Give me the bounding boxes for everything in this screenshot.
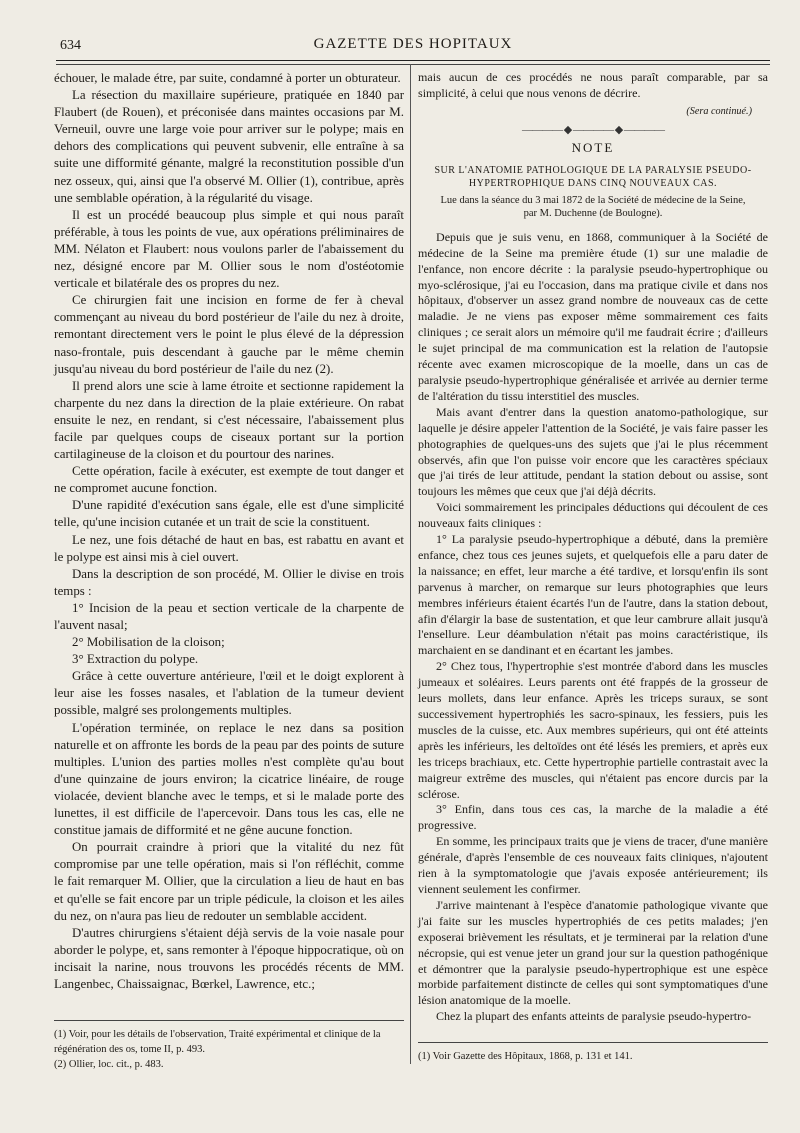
paragraph: mais aucun de ces procédés ne nous paraît comparable, par sa simplicité, à celui que nous venons de décrire.: [418, 70, 768, 100]
paragraph: L'opération terminée, on replace le nez dans sa position naturelle et on affronte les bords de la peau par des points de suture multiples. L'union des parties molles n'est complète qu'au bout d'une quinzaine de jours environ; la cicatrice linéaire, de rouge violacée, devient blanche avec le temps, et si le malade porte des lunettes, il est difficile de l'apercevoir. Dans tous les cas, elle ne constitue jamais de difformité et ne gêne aucune fonction.: [54, 720, 404, 838]
page-header: [60, 36, 766, 58]
footnote: (1) Voir, pour les détails de l'observation, Traité expérimental et clinique de la régénération des os, tome II, p. 493.: [54, 1029, 381, 1055]
running-title: GAZETTE DES HOPITAUX: [313, 36, 513, 52]
paragraph: D'autres chirurgiens s'étaient déjà servis de la voie nasale pour aborder le polype, et, sans remonter à l'époque hippocratique, où on incisait la narine, nous trouvons les procédés récents de MM. Langenbec, Chaissaignac, Bœrkel, Lawrence, etc.;: [54, 925, 404, 991]
list-item: 2° Chez tous, l'hypertrophie s'est montrée d'abord dans les muscles jumeaux et soléaires. Leurs parents ont été frappés de la grosseur de leurs mollets, dans leur enfance. Après les triceps suraux, se sont successivement hypertrophiés les sacro-spinaux, les fessiers, puis les muscles de la cuisse, etc. Aux membres supérieurs, qui ont été atteints après les inférieurs, les deltoïdes ont été lésés les premiers, et après eux les triceps brachiaux, etc. Cette hypertrophie partielle contrastait avec la maigreur extrême des muscles, qui n'étaient pas encore durcis par la sclérose.: [418, 659, 768, 801]
footnote: (2) Ollier, loc. cit., p. 483.: [54, 1059, 164, 1070]
left-column: [54, 70, 404, 993]
header-rule: [56, 60, 770, 61]
ornament-divider: ———— ◆ ———— ◆ ————: [522, 123, 664, 136]
footnote-rule: [54, 1020, 404, 1021]
continued-note: (Sera continué.): [686, 105, 752, 117]
paragraph: Grâce à cette ouverture antérieure, l'œil et le doigt explorent à leur aise les fosses nasales, et l'ablation de la tumeur devient possible, malgré ses prolongements multiples.: [54, 669, 404, 718]
list-item: 3° Extraction du polype.: [72, 652, 199, 667]
paragraph: Ce chirurgien fait une incision en forme de fer à cheval commençant au niveau du bord postérieur de l'aile du nez à droite, remontant directement vers le point le plus élevé de la dépression naso-frontale, puis descendant à gauche par le même chemin jusqu'au niveau du bord postérieur de l'aile du nez (2).: [54, 293, 404, 376]
paragraph: Mais avant d'entrer dans la question anatomo-pathologique, sur laquelle je désire appeler l'attention de la Société, je vais faire passer les photographies de quelques-uns des sujets que j'ai le plus récemment observés, afin que l'on puisse voir encore que les caractères spéciaux que j'ai tirés de leur attitude, pendant la station debout ou assise, sont toujours les mêmes que ceux que j'ai déjà décrits.: [418, 404, 768, 499]
note-reading-info: Lue dans la séance du 3 mai 1872 de la Société de médecine de la Seine, par M. Duchenne (de Boulogne).: [440, 194, 746, 219]
list-item: 1° La paralysie pseudo-hypertrophique a débuté, dans la première enfance, chez tous ces jeunes sujets, et quelquefois elle a paru dater de la naissance; en effet, leur marche a été tardive, et lorsqu'enfin ils sont parvenus à marcher, on remarque sur leurs photographies que leurs membres inférieurs étaient écartés l'un de l'autre, dans la station debout, afin d'élargir la base de sustentation, et que leur cambrure allait jusqu'à l'ensellure. Leur déambulation n'était pas moins caractéristique, ils marchaient en se dandinant et en écartant les jambes.: [418, 532, 768, 658]
paragraph: J'arrive maintenant à l'espèce d'anatomie pathologique vivante que j'ai faite sur les muscles hypertrophiés de ces petits malades; j'en exposerai brièvement les résultats, et je terminerai par la relation d'une nécropsie, qui est venue jeter un grand jour sur la question pathogénique et démontrer que la paralysie pseudo-hypertrophique est une espèce morbide parfaitement distincte de celles qui sont symptomatiques d'une lésion anatomique de la moelle.: [418, 897, 768, 1008]
paragraph: En somme, les principaux traits que je viens de tracer, d'une manière générale, d'après l'ensemble de ces nouveaux faits cliniques, n'ajoutent rien à la symptomatologie que j'avais exposée antérieurement; ils viennent seulement les confirmer.: [418, 834, 768, 896]
header-rule-thin: [56, 64, 770, 65]
paragraph: Il est un procédé beaucoup plus simple et qui nous paraît préférable, à tous les points de vue, aux opérations préliminaires de MM. Nélaton et Flaubert: nous voulons parler de l'abaissement du nez, désigné encore par M. Ollier sous le nom d'ostéotomie verticale et bilatérale des os propres du nez.: [54, 207, 404, 291]
list-item: 2° Mobilisation de la cloison;: [72, 635, 225, 650]
footnote: (1) Voir Gazette des Hôpitaux, 1868, p. 131 et 141.: [418, 1051, 633, 1062]
paragraph: D'une rapidité d'exécution sans égale, elle est d'une simplicité telle, qu'une incision cutanée et un trait de scie la constituent.: [54, 498, 404, 530]
list-item: 1° Incision de la peau et section verticale de la charpente de l'auvent nasal;: [54, 600, 404, 632]
note-subtitle: SUR L'ANATOMIE PATHOLOGIQUE DE LA PARALYSIE PSEUDO-HYPERTROPHIQUE DANS CINQ NOUVEAUX CAS.: [434, 164, 752, 189]
footnote-rule: [418, 1042, 768, 1043]
paragraph: Dans la description de son procédé, M. Ollier le divise en trois temps :: [54, 566, 404, 598]
paragraph: Cette opération, facile à exécuter, est exempte de tout danger et ne compromet aucune fonction.: [54, 464, 404, 496]
paragraph: Voici sommairement les principales déductions qui découlent de ces nouveaux faits cliniques :: [418, 500, 768, 531]
paragraph: On pourrait craindre à priori que la vitalité du nez fût compromise par une telle opération, mais si l'on réfléchit, comme le fait remarquer M. Ollier, que la circulation a lieu de haut en bas et qu'elle se fait encore par un triple pédicule, la cloison et les ailes du nez, on n'aura pas lieu de redouter un semblable accident.: [54, 840, 404, 923]
paragraph: échouer, le malade étre, par suite, condamné à porter un obturateur.: [54, 71, 401, 85]
column-divider: [410, 64, 411, 1064]
paragraph: Chez la plupart des enfants atteints de paralysie pseudo-hypertro-: [436, 1009, 752, 1024]
paragraph: La résection du maxillaire supérieure, pratiquée en 1840 par Flaubert (de Rouen), et préconisée dans maintes occasions par M. Verneuil, ouvre une large voie pour arriver sur le polype; mais en dehors des complications qui peuvent subvenir, elle entraîne à sa suite une difformité génante, malgré la reconstitution possible d'un nez osseux, qui, ainsi que l'a observé M. Ollier (1), contribue, après une semblable opération, à la régularité du visage.: [54, 88, 404, 205]
paragraph: Depuis que je suis venu, en 1868, communiquer à la Société de médecine de la Seine ma première étude (1) sur une maladie de l'enfance, non encore décrite : la paralysie pseudo-hypertrophique ou myo-sclérosique, j'ai eu l'occasion, dans ma pratique civile et dans nos hôpitaux, d'observer un assez grand nombre de nouveaux cas de cette maladie. Je ne viens pas exposer même sommairement ces faits cliniques ; ce serait alors un mémoire qu'il me faudrait écrire ; d'ailleurs le sujet principal de ma communication est la relation de l'autopsie récente avec examen microscopique de la moelle, dans un cas de paralysie pseudo-hypertrophique généralisée et arrivée au dernier terme de l'altération du tissu interstitiel des muscles.: [418, 229, 768, 403]
left-footnotes: [54, 1020, 404, 1072]
right-column: [418, 70, 768, 1025]
right-footnotes: [418, 1042, 768, 1064]
note-title: NOTE: [571, 139, 615, 155]
paragraph: Le nez, une fois détaché de haut en bas, est rabattu en avant et le polype est ainsi mis à ciel ouvert.: [54, 532, 404, 564]
page-number: 634: [60, 38, 81, 53]
list-item: 3° Enfin, dans tous ces cas, la marche de la maladie a été progressive.: [418, 802, 768, 833]
paragraph: Il prend alors une scie à lame étroite et sectionne rapidement la charpente du nez dans la direction de la plaie extérieure. On rabat ensuite le nez, en rendant, si c'est nécessaire, l'abaissement plus facile par quelques coups de ciseaux portant sur la portion cartilagineuse de la cloison et du pourtour des narines.: [54, 378, 404, 462]
